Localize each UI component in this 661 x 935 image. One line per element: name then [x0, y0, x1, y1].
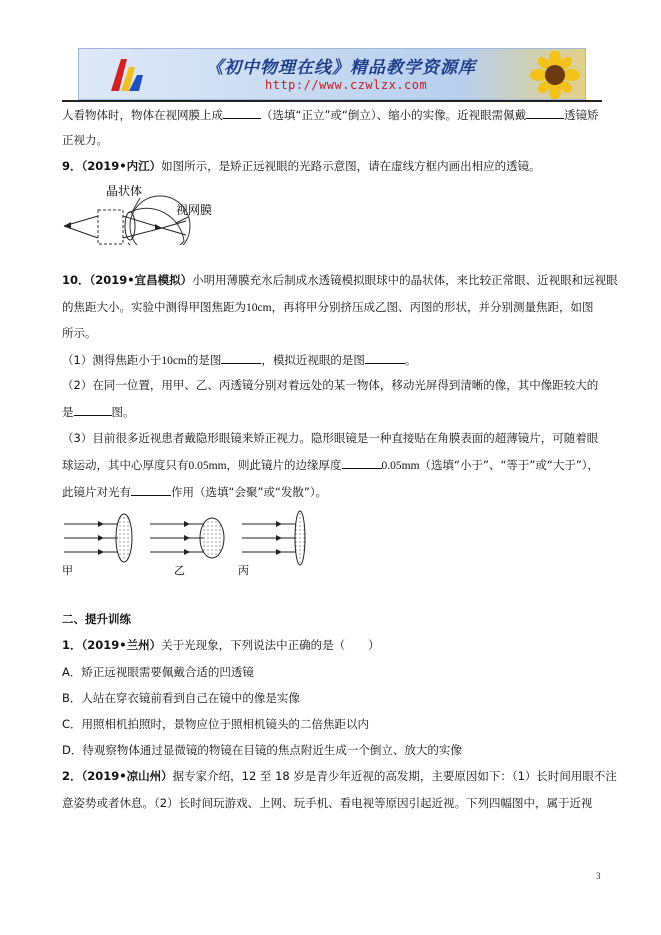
sub-question-3: （3）目前很多近视患者戴隐形眼镜来矫正视力。隐形眼镜是一种直接贴在角膜表面的超薄镜片，可随着眼 [62, 431, 599, 445]
site-logo-icon [107, 53, 147, 95]
lens-jia [64, 514, 132, 562]
text-line: 所示。 [62, 326, 97, 340]
text-line-2: 正视力。 [62, 133, 108, 147]
question-10: 10．（2019•宜昌模拟）小明用薄膜充水后制成水透镜模拟眼球中的晶状体，来比较正常眼、近视眼和远视眼 [62, 273, 618, 287]
answer-blank [131, 484, 171, 496]
banner-title: 《初中物理在线》精品教学资源库 [206, 58, 476, 78]
banner-url: http://www.czwlzx.com [265, 78, 428, 92]
lens-yi [150, 518, 224, 558]
sub-question-1: （1）测得焦距小于10cm的是图 ，模拟近视眼的是图 。 [62, 353, 417, 367]
text-line: 此镜片对光有 作用（选填“会聚”或“发散”）。 [62, 485, 328, 499]
option-a: A．矫正远视眼需要佩戴合适的凹透镜 [62, 665, 254, 679]
text-line: 的焦距大小。实验中测得甲图焦距为10cm，再将甲分别挤压成乙图、丙图的形状，并分别测量焦距，如图 [62, 300, 594, 314]
answer-blank [342, 457, 382, 469]
text-line: 是 图。 [62, 405, 135, 419]
option-c: C．用照相机拍照时，景物应位于照相机镜头的二倍焦距以内 [62, 717, 370, 731]
section-heading: 二、提升训练 [62, 612, 131, 626]
sunflower-icon [527, 51, 583, 99]
label-yi: 乙 [174, 565, 185, 577]
text-line-1: 人看物体时，物体在视网膜上成 （选填“正立”或“倒立）、缩小的实像。近视眼需佩戴 透镜矫 [62, 108, 599, 122]
page-number: 3 [596, 871, 601, 881]
header-banner [78, 48, 586, 100]
option-d: D．待观察物体通过显微镜的物镜在目镜的焦点附近生成一个倒立、放大的实像 [62, 743, 462, 757]
answer-blank [365, 352, 405, 364]
sub-question-2: （2）在同一位置，用甲、乙、丙透镜分别对着远处的某一物体，移动光屏得到清晰的像，其中像距较大的 [62, 378, 599, 392]
option-b: B．人站在穿衣镜前看到自己在镜中的像是实像 [62, 691, 300, 705]
figure-10-water-lenses [62, 508, 322, 580]
label-lens: 晶状体 [106, 184, 143, 198]
answer-blank [223, 107, 261, 119]
lens-bing [242, 511, 305, 565]
question-9: 9．（2019•内江）如图所示，是矫正远视眼的光路示意图，请在虚线方框内画出相应的透镜。 [62, 159, 541, 173]
text-line: 球运动，其中心厚度只有0.05mm，则此镜片的边缘厚度 0.05mm（选填“小于”、“等于”或“大于”）， [62, 458, 600, 472]
figure-9-eye-diagram [62, 183, 237, 245]
answer-blank [74, 404, 112, 416]
answer-blank [526, 107, 564, 119]
label-jia: 甲 [62, 565, 73, 577]
practice-question-2: 2．（2019•凉山州）据专家介绍，12 至 18 岁是青少年近视的高发期，主要原因如下：（1）长时间用眼不注 [62, 769, 617, 783]
text-line: 意姿势或者休息。（2）长时间玩游戏、上网、玩手机、看电视等原因引起近视。下列四幅图中，属于近视 [62, 796, 593, 810]
answer-blank [221, 352, 261, 364]
label-retina: 视网膜 [176, 203, 213, 217]
label-bing: 丙 [238, 565, 249, 577]
header-rule [62, 100, 602, 102]
practice-question-1: 1．（2019•兰州）关于光现象，下列说法中正确的是（ ） [62, 638, 380, 652]
